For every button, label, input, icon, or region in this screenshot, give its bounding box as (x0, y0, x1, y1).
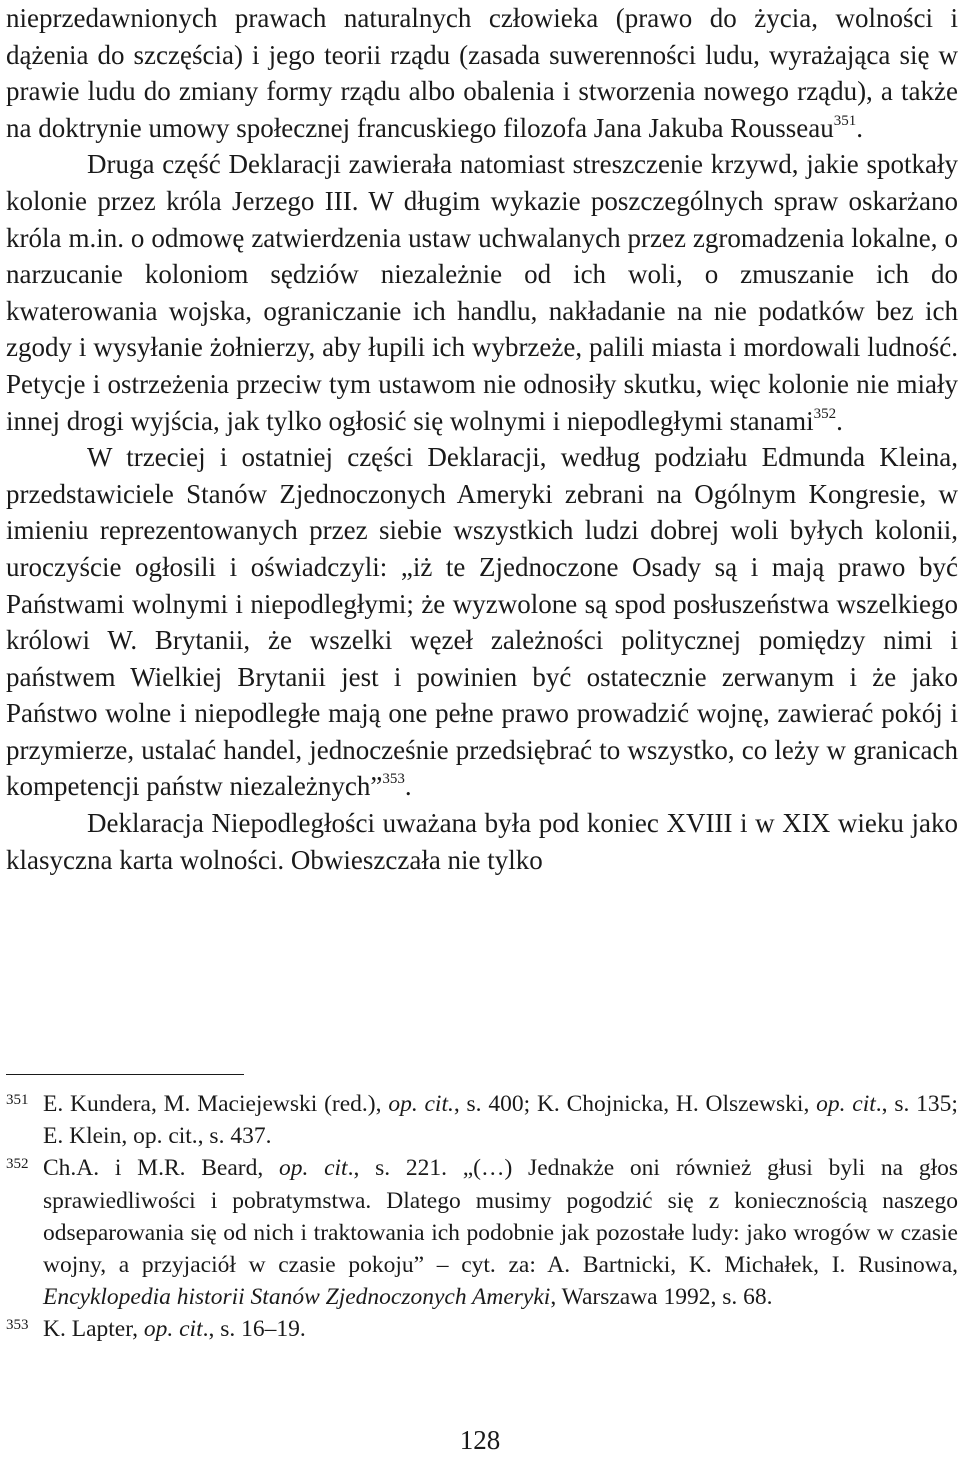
paragraph-charter: Deklaracja Niepodległości uważana była pod koniec XVIII i w XIX wieku jako klasyczna karta wolności. Obwieszczała nie tylko (6, 808, 958, 875)
footnote-divider (6, 1074, 244, 1075)
paragraph-grievances (6, 146, 958, 439)
footnote-text: , Warszawa 1992, s. 68. (550, 1284, 773, 1311)
paragraph-text: nieprzedawnionych prawach naturalnych człowieka (prawo do życia, wolności i dążenia do szczęścia) i jego teorii rządu (zasada suwerenności ludu, wyrażająca się w prawie ludu do zmiany formy rządu albo obalenia i stworzenia nowego rządu), a także na doktrynie umowy społecznej francuskiego filozofa Jana Jakuba Rousseau (6, 3, 958, 143)
footnote-number: 353 (6, 1317, 29, 1334)
footnote-text: K. Lapter, (43, 1316, 144, 1343)
footnote-italic: Encyklopedia historii Stanów Zjednoczonych Ameryki (43, 1284, 551, 1311)
footnote-italic: op. cit (143, 1316, 203, 1343)
footnote-351 (6, 1088, 958, 1152)
paragraph-text: . (856, 112, 863, 143)
paragraph-text: . (404, 771, 412, 802)
paragraph-text: W trzeciej i ostatniej części Deklaracji, według podziału Edmunda Kleina, przedstawiciele Stanów Zjednoczonych Ameryki zebrani na Ogólnym Kongresie, w imieniu reprezentowanych przez siebie wszystkich ludzi dobrej woli byłych kolonii, uroczyście ogłosili i oświadczyli: „iż te Zjednoczone Osady są i mają prawo być Państwami wolnymi i niepodległymi; że wyzwolone są spod posłuszeństwa wszelkiego królowi W. Brytanii, że wszelki węzeł zależności politycznej pomiędzy nimi i państwem Wielkiej Brytanii jest i powinien być ostatecznie zerwanym i że jako Państwo wolne i niepodległe mają one pełne prawo prowadzić wojnę, zawierać pokój i przymierze, ustalać handel, jednocześnie przedsiębrać to wszystko, co leży w granicach kompetencji państw niezależnych” (6, 442, 958, 802)
footnote-text: ., s. 221. „(…) Jednakże oni również głusi byli na głos sprawiedliwości i pobratymstwa. Dlatego musimy pogodzić się z koniecznością naszego odseparowania się od nich i traktowania ich podobnie jak pozostałe ludy: jako wrogów w czasie wojny, a przyjaciół w czasie pokoju” – cyt. za: A. Bartnicki, K. Michałek, I. Rusinowa, (43, 1155, 958, 1279)
paragraph-text: Druga część Deklaracji zawierała natomiast streszczenie krzywd, jakie spotkały kolonie przez króla Jerzego III. W długim wykazie poszczególnych spraw oskarżano króla m.in. o odmowę zatwierdzenia ustaw uchwalanych przez zgromadzenia lokalne, o narzucanie koloniom sędziów niezależnie od ich woli, o zmuszanie ich do kwaterowania wojska, ograniczanie ich handlu, nakładanie na nie podatków bez ich zgody i wysyłanie żołnierzy, aby łupili ich wybrzeże, palili miasta i mordowali ludność. Petycje i ostrzeżenia przeciw tym ustawom nie odnosiły skutku, więc kolonie nie miały innej drogi wyjścia, jak tylko ogłosić się wolnymi i niepodległymi stanami (6, 149, 958, 436)
footnote-italic: op. cit (278, 1155, 348, 1182)
footnote-number: 351 (6, 1092, 29, 1108)
body-text (6, 0, 958, 878)
footnote-352 (6, 1152, 958, 1313)
footnote-italic: op. cit (816, 1091, 876, 1117)
paragraph-continued (6, 0, 958, 146)
footnote-text: E. Kundera, M. Maciejewski (red.), (43, 1091, 389, 1117)
footnote-ref-351[interactable]: 351 (833, 112, 857, 129)
footnote-353 (6, 1313, 958, 1345)
footnote-italic: op. cit. (388, 1091, 454, 1117)
footnote-ref-353[interactable]: 353 (382, 771, 405, 788)
footnote-number: 352 (6, 1156, 29, 1173)
footnote-text: Ch.A. i M.R. Beard, (43, 1155, 279, 1182)
page (6, 0, 958, 1343)
paragraph-text: . (836, 405, 843, 436)
footnote-text: ., s. 16–19. (202, 1316, 306, 1343)
footnote-text: ., s. 135; E. Klein, op. cit., s. 437. (43, 1091, 958, 1150)
paragraph-declaration (6, 439, 958, 805)
footnotes (6, 1088, 958, 1346)
footnote-text: , s. 400; K. Chojnicka, H. Olszewski, (453, 1091, 817, 1117)
footnote-ref-352[interactable]: 352 (813, 405, 837, 422)
page-number: 128 (459, 1425, 501, 1455)
